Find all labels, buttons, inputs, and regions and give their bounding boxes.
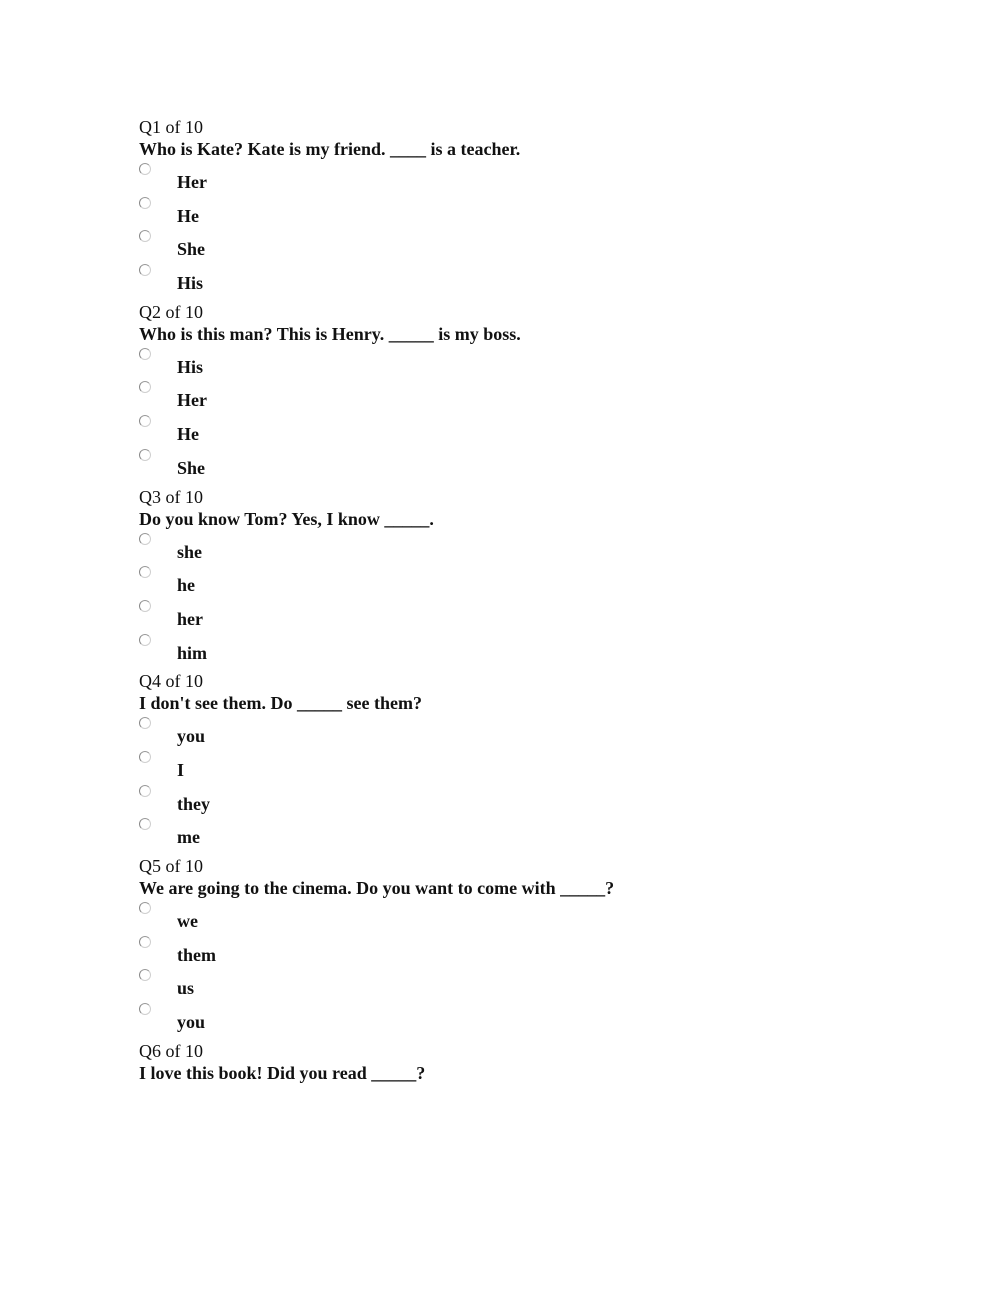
option-label[interactable]: we [177,911,198,931]
option-label[interactable]: She [177,239,206,260]
question-text: I don't see them. Do _____ see them? [139,693,422,714]
options-list [139,714,939,849]
option[interactable] [139,345,939,379]
option[interactable] [139,966,939,1000]
option[interactable] [139,563,939,597]
question-text: Do you know Tom? Yes, I know _____. [139,508,434,529]
question-number: Q3 of 10 [139,486,203,507]
option[interactable] [139,631,939,665]
question-number: Q6 of 10 [139,1040,203,1061]
option-label[interactable]: She [177,457,206,478]
radio-button-icon[interactable] [139,163,151,175]
option[interactable] [139,378,939,412]
option-label[interactable]: she [177,541,203,562]
question-1 [139,116,939,301]
quiz-page [139,116,939,1084]
radio-button-icon[interactable] [139,751,151,763]
radio-button-icon[interactable] [139,634,151,646]
option[interactable] [139,446,939,480]
option[interactable] [139,815,939,849]
option-label[interactable]: He [177,205,199,226]
question-text: Who is Kate? Kate is my friend. ____ is a teacher. [139,139,521,159]
option-label[interactable]: me [177,827,200,848]
radio-button-icon[interactable] [139,818,151,830]
option[interactable] [139,227,939,261]
option[interactable] [139,714,939,748]
radio-button-icon[interactable] [139,197,151,209]
radio-button-icon[interactable] [139,1003,151,1015]
option[interactable] [139,597,939,631]
question-number: Q1 of 10 [139,117,203,137]
option[interactable] [139,530,939,564]
option-label[interactable]: us [177,978,195,999]
question-text: Who is this man? This is Henry. _____ is my boss. [139,323,521,344]
option-label[interactable]: her [177,608,203,629]
option-label[interactable]: Her [177,172,207,192]
radio-button-icon[interactable] [139,230,151,242]
question-4 [139,670,939,855]
question-number: Q5 of 10 [139,856,203,876]
option-label[interactable]: His [177,356,204,377]
radio-button-icon[interactable] [139,381,151,393]
radio-button-icon[interactable] [139,969,151,981]
option[interactable] [139,412,939,446]
radio-button-icon[interactable] [139,566,151,578]
options-list [139,899,939,1034]
option[interactable] [139,160,939,194]
radio-button-icon[interactable] [139,348,151,360]
question-2 [139,301,939,486]
radio-button-icon[interactable] [139,902,151,914]
option-label[interactable]: him [177,642,208,663]
option[interactable] [139,748,939,782]
radio-button-icon[interactable] [139,264,151,276]
option[interactable] [139,782,939,816]
radio-button-icon[interactable] [139,936,151,948]
option-label[interactable]: you [177,1012,206,1033]
question-5 [139,855,939,1040]
option[interactable] [139,899,939,933]
radio-button-icon[interactable] [139,449,151,461]
question-6 [139,1040,939,1084]
options-list [139,160,939,295]
radio-button-icon[interactable] [139,533,151,545]
question-text: We are going to the cinema. Do you want to come with _____? [139,878,615,898]
radio-button-icon[interactable] [139,717,151,729]
radio-button-icon[interactable] [139,415,151,427]
option-label[interactable]: he [177,575,195,596]
option-label[interactable]: them [177,944,216,965]
option-label[interactable]: you [177,726,206,747]
question-3 [139,486,939,671]
option-label[interactable]: Her [177,390,207,411]
options-list [139,530,939,665]
radio-button-icon[interactable] [139,600,151,612]
question-number: Q4 of 10 [139,671,203,692]
option[interactable] [139,194,939,228]
option[interactable] [139,1000,939,1034]
option-label[interactable]: they [177,793,210,814]
options-list [139,345,939,480]
option[interactable] [139,933,939,967]
option[interactable] [139,261,939,295]
question-text: I love this book! Did you read _____? [139,1062,426,1083]
option-label[interactable]: He [177,424,199,445]
question-number: Q2 of 10 [139,301,203,322]
option-label[interactable]: I [177,759,185,780]
option-label[interactable]: His [177,273,204,294]
radio-button-icon[interactable] [139,785,151,797]
